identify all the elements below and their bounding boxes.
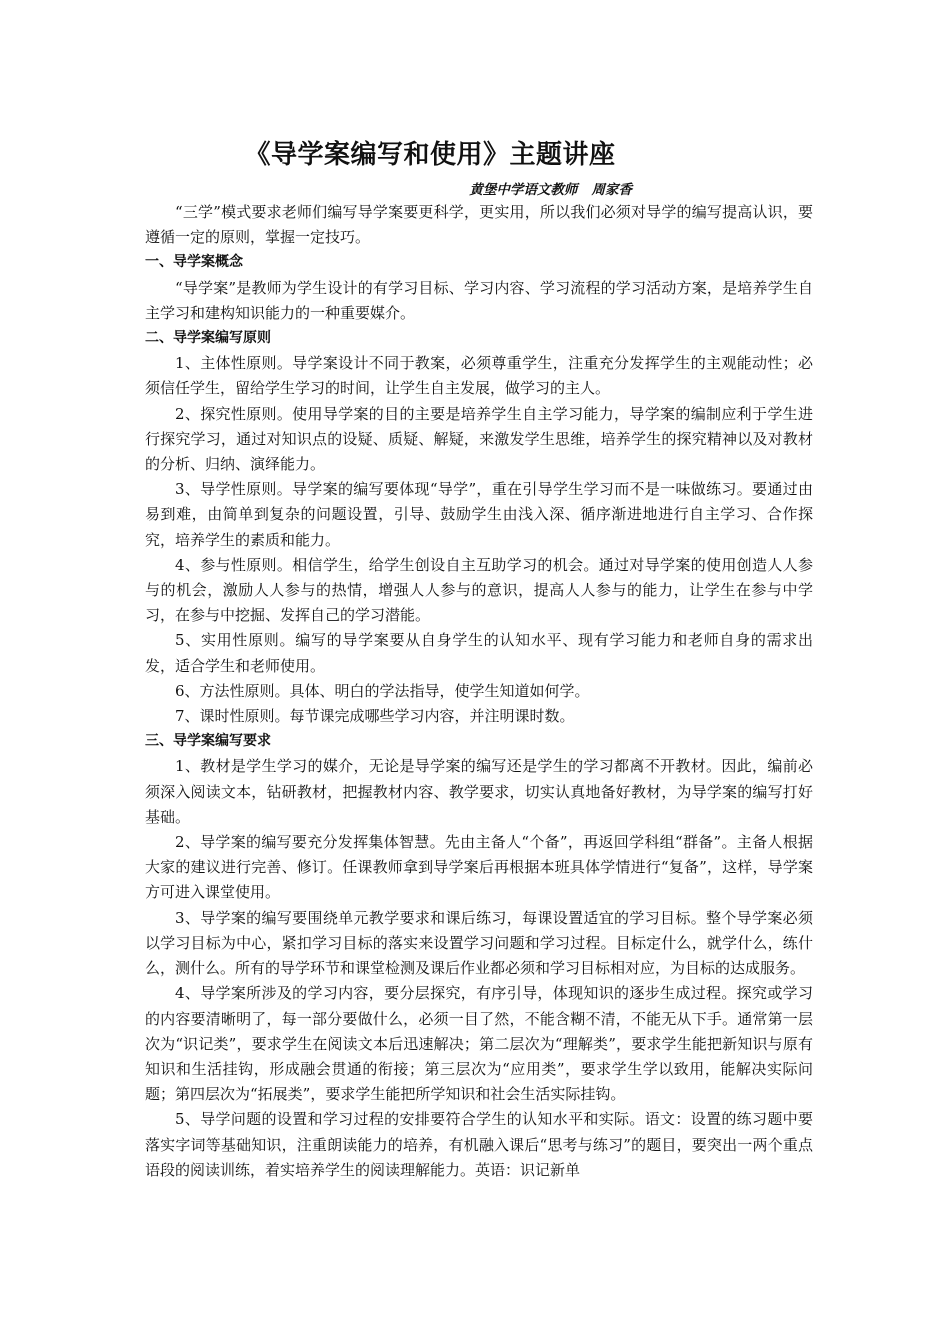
author-line: 黄堡中学语文教师 周家香 [469, 182, 632, 198]
paragraph: 7、课时性原则。每节课完成哪些学习内容，并注明课时数。 [175, 707, 575, 726]
paragraph: 3、导学案的编写要围绕单元教学要求和课后练习，每课设置适宜的学习目标。整个导学案必须以学习目标为中心，紧扣学习目标的落实来设置学习问题和学习过程。目标定什么，就学什么，练什么，测什么。所有的导学环节和课堂检测及课后作业都必须和学习目标相对应，为目标的达成服务。 [145, 908, 813, 978]
paragraph: 4、参与性原则。相信学生，给学生创设自主互助学习的机会。通过对导学案的使用创造人人参与的机会，激励人人参与的热情，增强人人参与的意识，提高人人参与的能力，让学生在参与中学习，在参与中挖掘、发挥自己的学习潜能。 [145, 555, 813, 625]
paragraph: 5、实用性原则。编写的导学案要从自身学生的认知水平、现有学习能力和老师自身的需求出发，适合学生和老师使用。 [145, 631, 813, 675]
paragraph: 2、探究性原则。使用导学案的目的主要是培养学生自主学习能力，导学案的编制应利于学生进行探究学习，通过对知识点的设疑、质疑、解疑，来激发学生思维，培养学生的探究精神以及对教材的分析、归纳、演绎能力。 [145, 404, 813, 474]
paragraph: 4、导学案所涉及的学习内容，要分层探究，有序引导，体现知识的逐步生成过程。探究或学习的内容要清晰明了，每一部分要做什么，必须一目了然，不能含糊不清，不能无从下手。通常第一层次为“识记类”，要求学生在阅读文本后迅速解决；第二层次为“理解类”，要求学生能把新知识与原有知识和生活挂钩，形成融会贯通的衔接；第三层次为“应用类”，要求学生学以致用，能解决实际问题；第四层次为“拓展类”，要求学生能把所学知识和社会生活实际挂钩。 [145, 984, 813, 1104]
paragraph: 1、教材是学生学习的媒介，无论是导学案的编写还是学生的学习都离不开教材。因此，编前必须深入阅读文本，钻研教材，把握教材内容、教学要求，切实认真地备好教材，为导学案的编写打好基础。 [145, 757, 813, 826]
paragraph: 5、导学问题的设置和学习过程的安排要符合学生的认知水平和实际。语文：设置的练习题中要落实字词等基础知识，注重朗读能力的培养，有机融入课后“思考与练习”的题目，要突出一两个重点语段的阅读训练，着实培养学生的阅读理解能力。英语：识记新单 [145, 1110, 813, 1179]
paragraph: 3、导学性原则。导学案的编写要体现“导学”，重在引导学生学习而不是一味做练习。要通过由易到难，由简单到复杂的问题设置，引导、鼓励学生由浅入深、循序渐进地进行自主学习、合作探究，培养学生的素质和能力。 [145, 480, 813, 549]
section-heading-concept: 一、导学案概念 [145, 254, 243, 271]
paragraph: 6、方法性原则。具体、明白的学法指导，使学生知道如何学。 [175, 681, 590, 700]
paragraph: “导学案”是教师为学生设计的有学习目标、学习内容、学习流程的学习活动方案，是培养学生自主学习和建构知识能力的一种重要媒介。 [145, 278, 813, 322]
paragraph: 1、主体性原则。导学案设计不同于教案，必须尊重学生，注重充分发挥学生的主观能动性；必须信任学生，留给学生学习的时间，让学生自主发展，做学习的主人。 [145, 354, 813, 398]
section-heading-requirements: 三、导学案编写要求 [145, 733, 271, 750]
paragraph: 2、导学案的编写要充分发挥集体智慧。先由主备人“个备”，再返回学科组“群备”。主备人根据大家的建议进行完善、修订。任课教师拿到导学案后再根据本班具体学情进行“复备”，这样，导学案方可进入课堂使用。 [145, 833, 813, 902]
section-heading-principles: 二、导学案编写原则 [145, 330, 271, 347]
document-body [145, 200, 813, 1183]
intro-paragraph: “三学”模式要求老师们编写导学案要更科学，更实用，所以我们必须对导学的编写提高认识，要遵循一定的原则，掌握一定技巧。 [145, 203, 813, 247]
document-title: 《导学案编写和使用》主题讲座 [244, 140, 616, 170]
